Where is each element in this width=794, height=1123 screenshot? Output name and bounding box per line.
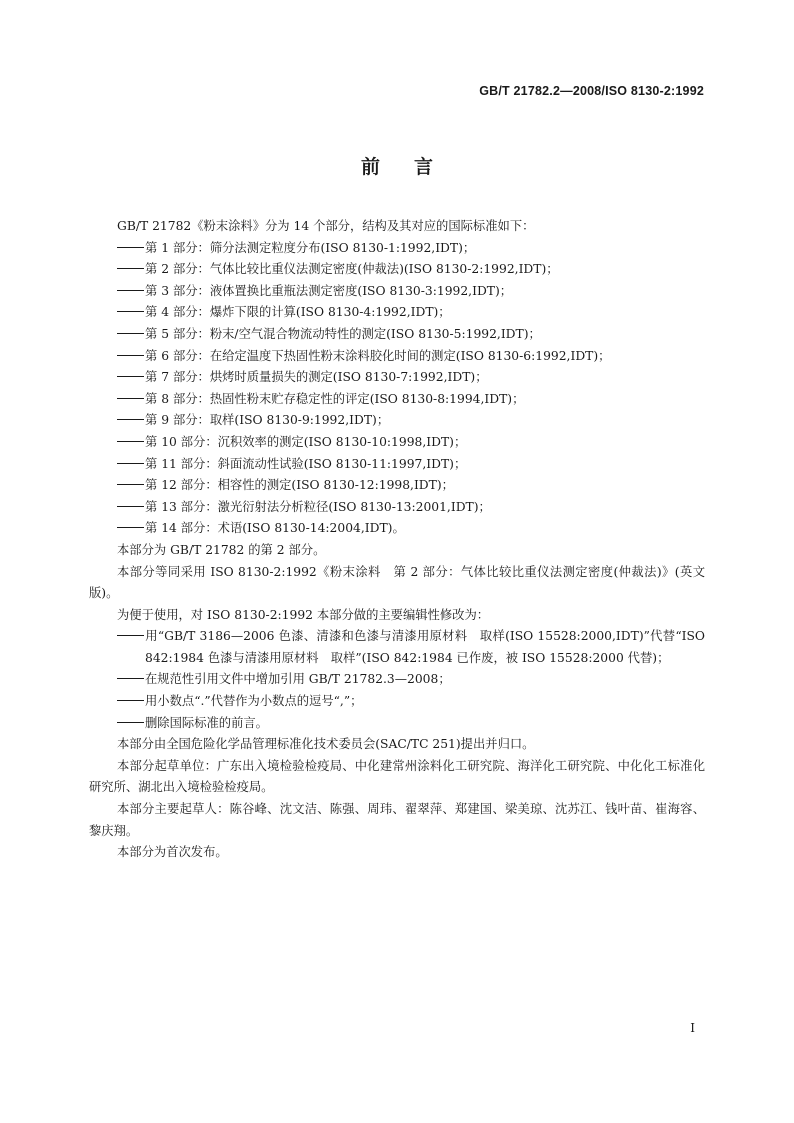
list-item: 第 6 部分：在给定温度下热固性粉末涂料胶化时间的测定(ISO 8130-6:1992,IDT)；: [89, 346, 705, 368]
parts-list: [89, 238, 705, 540]
list-item: 第 12 部分：相容性的测定(ISO 8130-12:1998,IDT)；: [89, 475, 705, 497]
list-item: 第 14 部分：术语(ISO 8130-14:2004,IDT)。: [89, 518, 705, 540]
list-item: 第 7 部分：烘烤时质量损失的测定(ISO 8130-7:1992,IDT)；: [89, 367, 705, 389]
dash-mark: [117, 527, 144, 528]
adoption-paragraph: 本部分等同采用 ISO 8130-2:1992《粉末涂料 第 2 部分：气体比较比重仪法测定密度(仲裁法)》(英文版)。: [89, 564, 705, 601]
title-char-2: 言: [414, 156, 434, 178]
list-item: 用小数点“.”代替作为小数点的逗号“,”；: [89, 691, 705, 713]
drafting-units-paragraph: 本部分起草单位：广东出入境检验检疫局、中化建常州涂料化工研究院、海洋化工研究院、中化化工标准化研究所、湖北出入境检验检疫局。: [89, 758, 705, 795]
dash-mark: [117, 722, 144, 723]
list-item: 在规范性引用文件中增加引用 GB/T 21782.3—2008；: [89, 669, 705, 691]
list-item: 第 9 部分：取样(ISO 8130-9:1992,IDT)；: [89, 410, 705, 432]
dash-mark: [117, 376, 144, 377]
dash-mark: [117, 463, 144, 464]
dash-mark: [117, 700, 144, 701]
dash-mark: [117, 398, 144, 399]
edit-intro-paragraph: 为便于使用，对 ISO 8130-2:1992 本部分做的主要编辑性修改为：: [117, 607, 490, 622]
list-item: 删除国际标准的前言。: [89, 713, 705, 735]
dash-mark: [117, 506, 144, 507]
dash-mark: [117, 268, 144, 269]
dash-mark: [117, 635, 144, 636]
list-item: 第 1 部分：筛分法测定粒度分布(ISO 8130-1:1992,IDT)；: [89, 238, 705, 260]
this-part-paragraph: 本部分为 GB/T 21782 的第 2 部分。: [117, 542, 326, 557]
dash-mark: [117, 290, 144, 291]
dash-mark: [117, 247, 144, 248]
dash-mark: [117, 678, 144, 679]
page-number: I: [690, 1021, 695, 1035]
dash-mark: [117, 419, 144, 420]
drafters-paragraph: 本部分主要起草人：陈谷峰、沈文洁、陈强、周玮、翟翠萍、郑建国、梁美琼、沈苏江、钱叶苗、崔海容、黎庆翔。: [89, 802, 705, 838]
list-item: 第 5 部分：粉末/空气混合物流动特性的测定(ISO 8130-5:1992,IDT)；: [89, 324, 705, 346]
dash-mark: [117, 311, 144, 312]
edits-list: [89, 626, 705, 734]
list-item: 用“GB/T 3186—2006 色漆、清漆和色漆与清漆用原材料 取样(ISO 15528:2000,IDT)”代替“ISO 842:1984 色漆与清漆用原材料 取样”(ISO 842:1984 已作废，被 ISO 15528:2000 代替)；: [89, 626, 705, 669]
foreword-body: [89, 216, 705, 864]
dash-mark: [117, 355, 144, 356]
first-release-paragraph: 本部分为首次发布。: [117, 845, 228, 860]
list-item: 第 4 部分：爆炸下限的计算(ISO 8130-4:1992,IDT)；: [89, 302, 705, 324]
list-item: 第 8 部分：热固性粉末贮存稳定性的评定(ISO 8130-8:1994,IDT)；: [89, 389, 705, 411]
list-item: 第 13 部分：激光衍射法分析粒径(ISO 8130-13:2001,IDT)；: [89, 497, 705, 519]
page-title: [0, 152, 794, 179]
intro-paragraph: GB/T 21782《粉末涂料》分为 14 个部分，结构及其对应的国际标准如下：: [117, 219, 535, 233]
standard-code: GB/T 21782.2—2008/ISO 8130-2:1992: [479, 84, 704, 98]
list-item: 第 10 部分：沉积效率的测定(ISO 8130-10:1998,IDT)；: [89, 432, 705, 454]
list-item: 第 2 部分：气体比较比重仪法测定密度(仲裁法)(ISO 8130-2:1992,IDT)；: [89, 259, 705, 281]
dash-mark: [117, 441, 144, 442]
list-item: 第 3 部分：液体置换比重瓶法测定密度(ISO 8130-3:1992,IDT)；: [89, 281, 705, 303]
list-item: 第 11 部分：斜面流动性试验(ISO 8130-11:1997,IDT)；: [89, 454, 705, 476]
title-char-1: 前: [360, 156, 380, 178]
dash-mark: [117, 333, 144, 334]
dash-mark: [117, 484, 144, 485]
proposer-paragraph: 本部分由全国危险化学品管理标准化技术委员会(SAC/TC 251)提出并归口。: [117, 737, 535, 752]
